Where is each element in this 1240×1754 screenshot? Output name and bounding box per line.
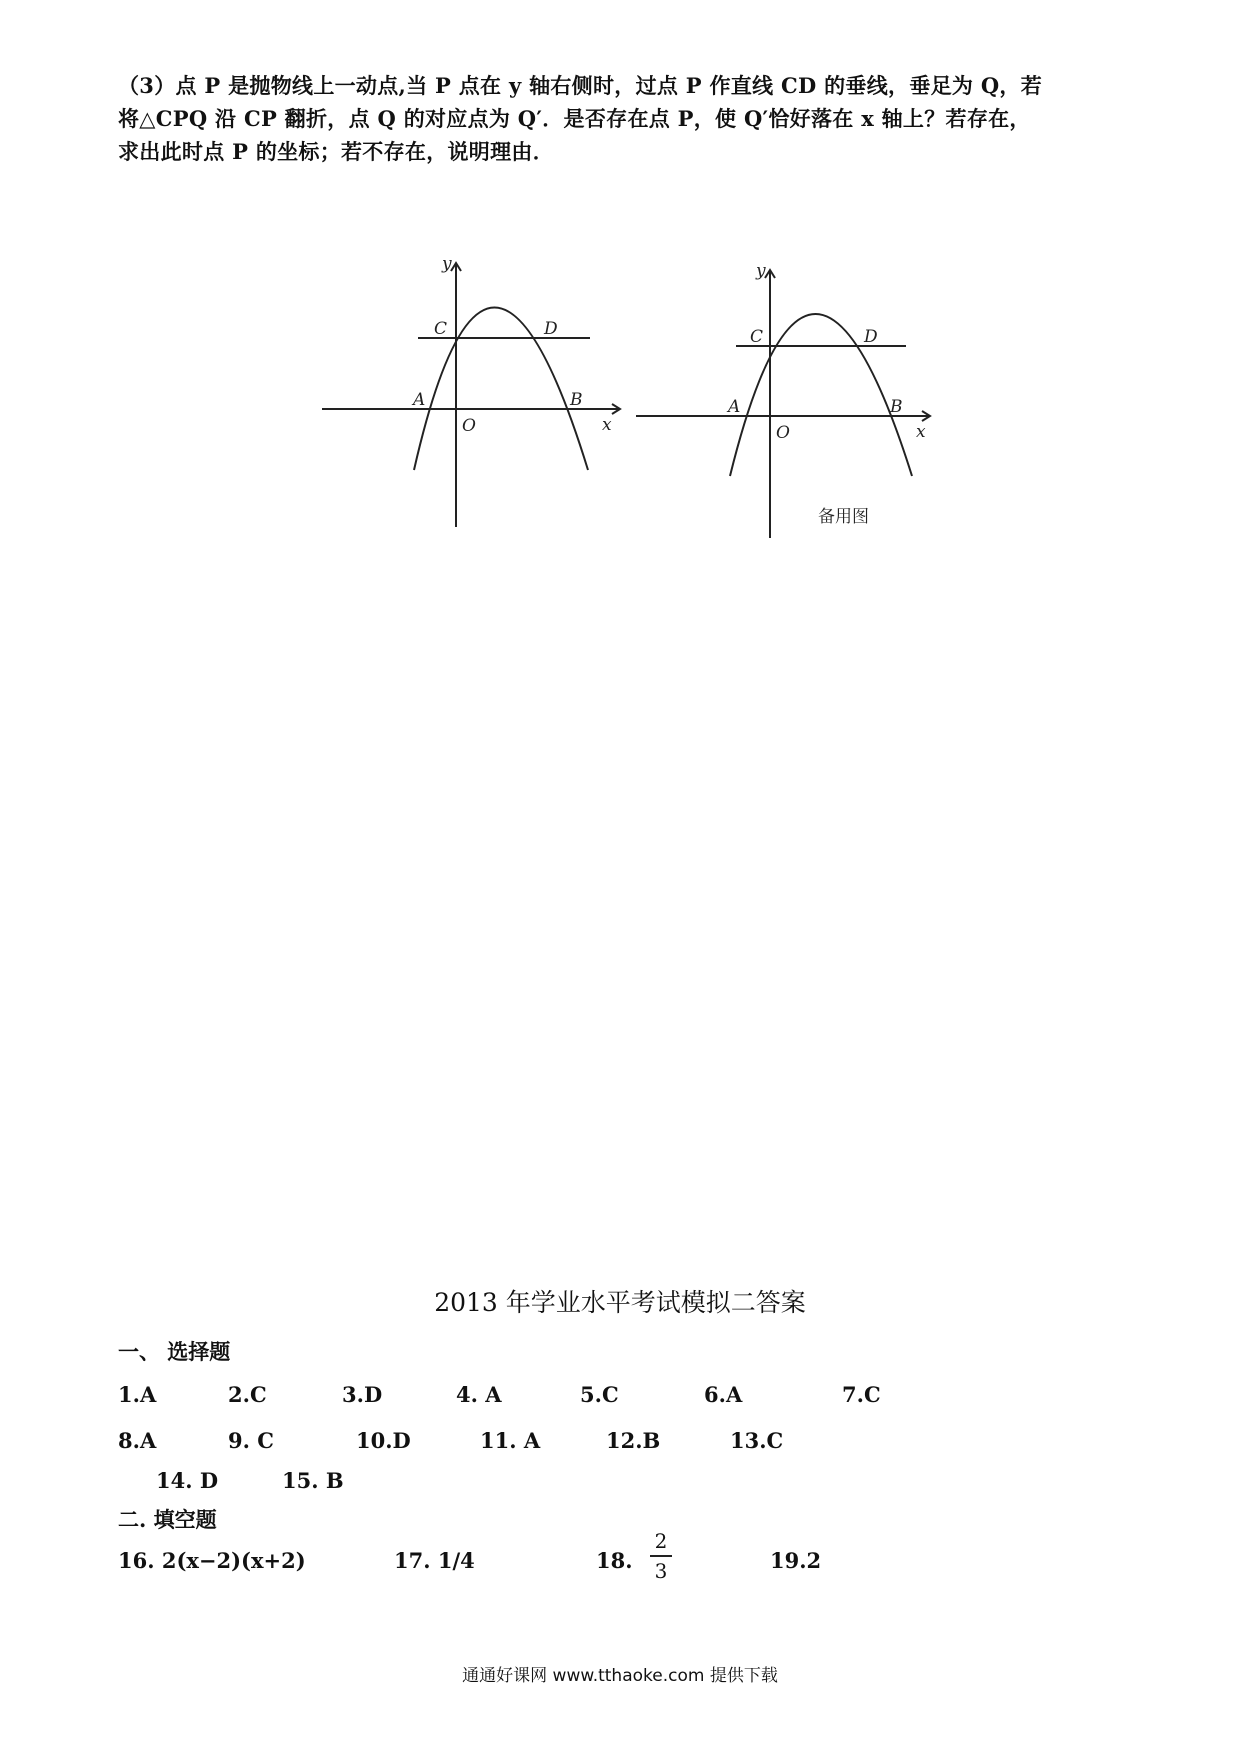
- label-c: C: [434, 319, 448, 339]
- choice-answer-7: 7.C: [842, 1382, 881, 1407]
- spare-figure-caption: 备用图: [818, 507, 869, 527]
- choice-answer-8: 8.A: [118, 1428, 157, 1453]
- fill-answer-19: 19.2: [770, 1548, 822, 1573]
- fill-answer-17: 17. 1/4: [394, 1548, 475, 1573]
- question-3-line-2: 将△CPQ 沿 CP 翻折，点 Q 的对应点为 Q′．是否存在点 P，使 Q′恰好落在 x 轴上？若存在，: [118, 106, 1031, 131]
- choice-answer-2: 2.C: [228, 1382, 267, 1407]
- choice-answer-14: 14. D: [156, 1468, 219, 1493]
- label-x: x: [602, 415, 612, 435]
- fraction-numerator: 2: [654, 1529, 668, 1553]
- label-y: y: [442, 254, 452, 274]
- fraction-denominator: 3: [654, 1558, 668, 1583]
- choice-answer-1: 1.A: [118, 1382, 157, 1407]
- choice-answer-3: 3.D: [342, 1382, 383, 1407]
- label-d: D: [864, 327, 878, 347]
- label-c: C: [750, 327, 764, 347]
- choice-answer-12: 12.B: [606, 1428, 661, 1453]
- parabola-figure-main: [320, 255, 640, 539]
- label-x: x: [916, 422, 926, 442]
- fill-answer-18-label: 18.: [596, 1548, 633, 1573]
- label-a: A: [413, 390, 426, 410]
- label-d: D: [544, 319, 558, 339]
- parabola-figure-spare: [634, 262, 954, 546]
- label-a: A: [728, 397, 741, 417]
- answers-title: 2013 年学业水平考试模拟二答案: [434, 1288, 806, 1317]
- section-choice-heading: 一、 选择题: [118, 1339, 231, 1364]
- choice-answer-15: 15. B: [282, 1468, 344, 1493]
- choice-answer-9: 9. C: [228, 1428, 274, 1453]
- label-b: B: [570, 390, 583, 410]
- question-3-line-3: 求出此时点 P 的坐标；若不存在，说明理由．: [118, 139, 555, 164]
- choice-answer-11: 11. A: [480, 1428, 541, 1453]
- choice-answer-13: 13.C: [730, 1428, 784, 1453]
- choice-answer-6: 6.A: [704, 1382, 743, 1407]
- choice-answer-5: 5.C: [580, 1382, 619, 1407]
- choice-answer-4: 4. A: [456, 1382, 502, 1407]
- label-origin: O: [462, 416, 476, 436]
- question-3-line-1: （3）点 P 是抛物线上一动点,当 P 点在 y 轴右侧时，过点 P 作直线 CD 的垂线，垂足为 Q，若: [118, 73, 1043, 98]
- label-b: B: [890, 397, 903, 417]
- label-y: y: [756, 261, 766, 281]
- page-footer: 通通好课网 www.tthaoke.com 提供下载: [462, 1666, 778, 1686]
- label-origin: O: [776, 423, 790, 443]
- section-fill-heading: 二. 填空题: [118, 1507, 217, 1532]
- fill-answer-18-fraction: [650, 1531, 672, 1581]
- choice-answer-10: 10.D: [356, 1428, 411, 1453]
- fraction-bar: [650, 1555, 672, 1557]
- fill-answer-16: 16. 2(x−2)(x+2): [118, 1548, 306, 1573]
